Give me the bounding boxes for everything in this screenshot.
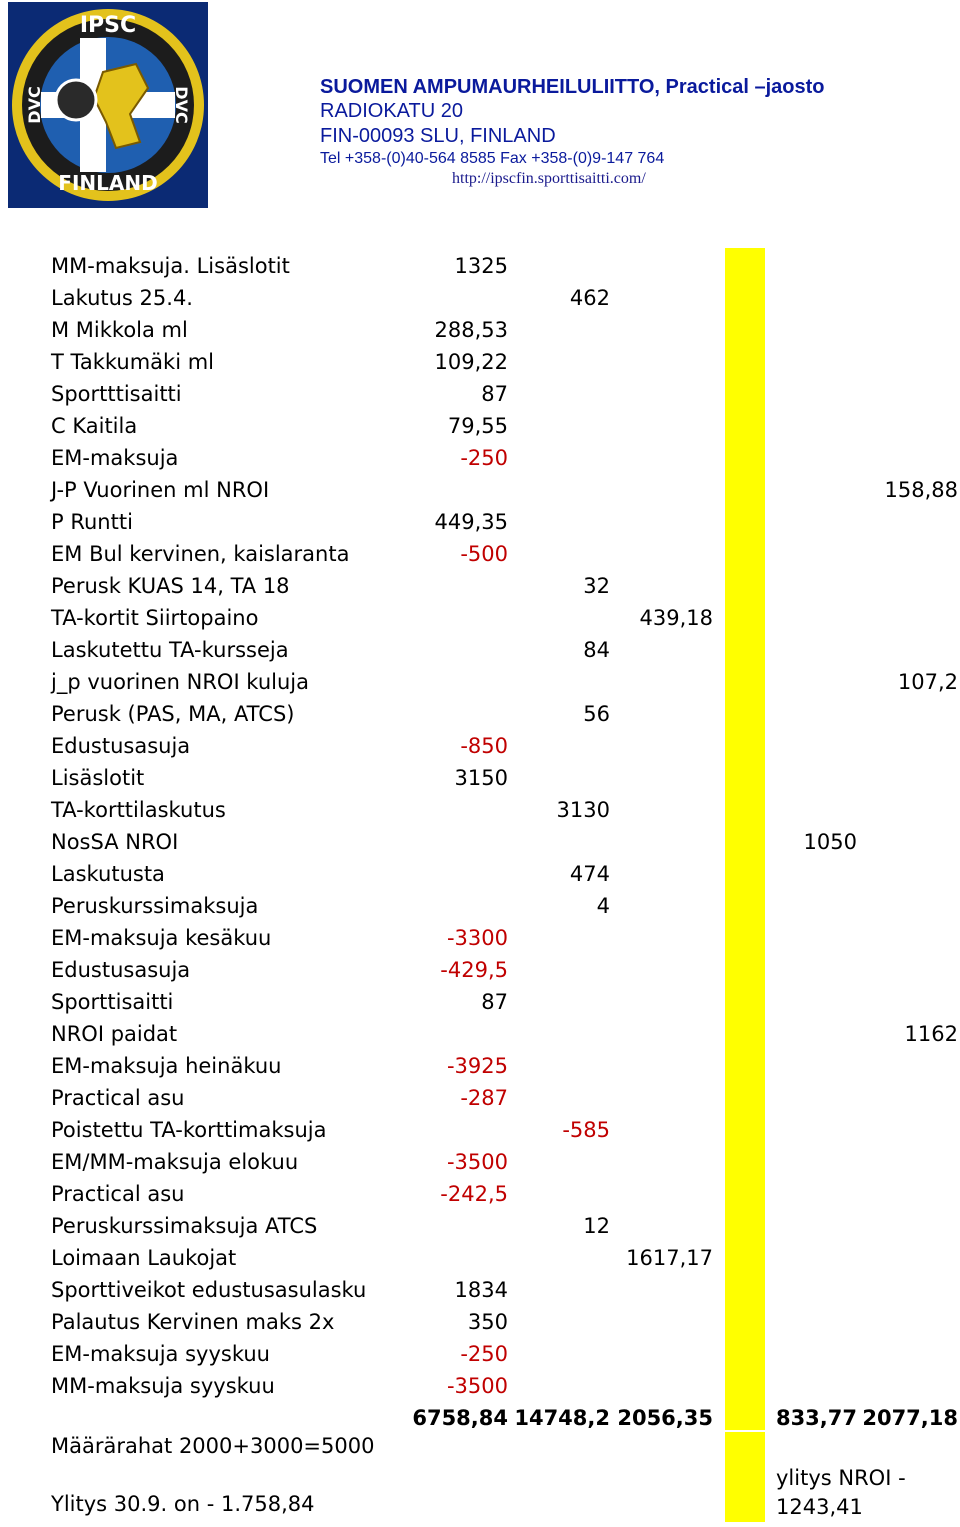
total-c5: 2077,18 bbox=[862, 1406, 958, 1430]
amount-c3: 439,18 bbox=[639, 606, 713, 630]
organization-name: SUOMEN AMPUMAURHEILULIITTO, Practical –jaosto bbox=[320, 76, 825, 98]
yellow-highlight-footer bbox=[725, 1432, 765, 1522]
amount-c5: 158,88 bbox=[884, 478, 958, 502]
table-row bbox=[0, 1178, 960, 1210]
row-label: Laskutusta bbox=[51, 862, 165, 886]
amount-c2: 462 bbox=[569, 286, 610, 310]
logo-ipsc-target-icon bbox=[56, 80, 96, 120]
table-row bbox=[0, 538, 960, 570]
amount-c1: -242,5 bbox=[440, 1182, 508, 1206]
amount-c4: 1050 bbox=[803, 830, 857, 854]
table-row bbox=[0, 346, 960, 378]
ledger-table bbox=[0, 250, 960, 1434]
row-label: EM-maksuja heinäkuu bbox=[51, 1054, 282, 1078]
table-row bbox=[0, 282, 960, 314]
table-row bbox=[0, 954, 960, 986]
total-c4: 833,77 bbox=[775, 1406, 857, 1430]
table-row bbox=[0, 858, 960, 890]
table-row bbox=[0, 826, 960, 858]
logo-text-right: DVC bbox=[172, 86, 191, 124]
row-label: EM-maksuja syyskuu bbox=[51, 1342, 270, 1366]
table-row bbox=[0, 602, 960, 634]
table-row bbox=[0, 1082, 960, 1114]
amount-c2: 84 bbox=[583, 638, 610, 662]
row-label: Practical asu bbox=[51, 1182, 185, 1206]
row-label: EM Bul kervinen, kaislaranta bbox=[51, 542, 350, 566]
row-label: Lisäslotit bbox=[51, 766, 145, 790]
nroi-overrun-note bbox=[776, 1464, 906, 1522]
total-c1: 6758,84 bbox=[412, 1406, 508, 1430]
row-label: Sportttisaitti bbox=[51, 382, 182, 406]
row-label: C Kaitila bbox=[51, 414, 138, 438]
amount-c1: -3500 bbox=[446, 1374, 508, 1398]
row-label: Edustusasuja bbox=[51, 734, 191, 758]
row-label: EM-maksuja kesäkuu bbox=[51, 926, 272, 950]
row-label: Edustusasuja bbox=[51, 958, 191, 982]
amount-c1: -250 bbox=[460, 446, 508, 470]
amount-c2: 32 bbox=[583, 574, 610, 598]
row-label: NosSA NROI bbox=[51, 830, 179, 854]
row-label: NROI paidat bbox=[51, 1022, 178, 1046]
amount-c5: 1162 bbox=[904, 1022, 958, 1046]
phone-fax: Tel +358-(0)40-564 8585 Fax +358-(0)9-147 764 bbox=[320, 150, 665, 167]
street-address: RADIOKATU 20 bbox=[320, 100, 463, 122]
amount-c1: 1834 bbox=[454, 1278, 508, 1302]
table-row bbox=[0, 1050, 960, 1082]
table-row bbox=[0, 698, 960, 730]
table-row bbox=[0, 1338, 960, 1370]
amount-c1: -500 bbox=[460, 542, 508, 566]
table-row bbox=[0, 1114, 960, 1146]
table-row bbox=[0, 1018, 960, 1050]
table-row bbox=[0, 1306, 960, 1338]
table-row bbox=[0, 410, 960, 442]
amount-c2: 474 bbox=[569, 862, 610, 886]
logo-text-bottom: FINLAND bbox=[58, 171, 158, 195]
table-row bbox=[0, 314, 960, 346]
row-label: MM-maksuja syyskuu bbox=[51, 1374, 275, 1398]
overrun-note: Ylitys 30.9. on - 1.758,84 bbox=[51, 1492, 315, 1516]
totals-row bbox=[0, 1402, 960, 1434]
amount-c1: 1325 bbox=[454, 254, 508, 278]
amount-c1: -250 bbox=[460, 1342, 508, 1366]
budget-note: Määrärahat 2000+3000=5000 bbox=[51, 1434, 375, 1458]
table-row bbox=[0, 570, 960, 602]
table-row bbox=[0, 890, 960, 922]
table-row bbox=[0, 378, 960, 410]
row-label: T Takkumäki ml bbox=[51, 350, 214, 374]
nroi-overrun-line1: ylitys NROI - bbox=[776, 1466, 906, 1490]
row-label: TA-kortit Siirtopaino bbox=[51, 606, 259, 630]
row-label: Peruskurssimaksuja ATCS bbox=[51, 1214, 318, 1238]
amount-c1: -3300 bbox=[446, 926, 508, 950]
row-label: j_p vuorinen NROI kuluja bbox=[51, 670, 309, 694]
row-label: M Mikkola ml bbox=[51, 318, 188, 342]
amount-c1: 109,22 bbox=[434, 350, 508, 374]
row-label: MM-maksuja. Lisäslotit bbox=[51, 254, 290, 278]
amount-c1: -3925 bbox=[446, 1054, 508, 1078]
row-label: Lakutus 25.4. bbox=[51, 286, 193, 310]
amount-c1: 449,35 bbox=[434, 510, 508, 534]
amount-c1: 3150 bbox=[454, 766, 508, 790]
table-row bbox=[0, 922, 960, 954]
table-row bbox=[0, 762, 960, 794]
row-label: Poistettu TA-korttimaksuja bbox=[51, 1118, 327, 1142]
table-row bbox=[0, 1146, 960, 1178]
table-row bbox=[0, 730, 960, 762]
amount-c1: -3500 bbox=[446, 1150, 508, 1174]
postal-address: FIN-00093 SLU, FINLAND bbox=[320, 125, 556, 147]
row-label: J-P Vuorinen ml NROI bbox=[51, 478, 270, 502]
row-label: P Runtti bbox=[51, 510, 133, 534]
amount-c1: -850 bbox=[460, 734, 508, 758]
total-c2: 14748,2 bbox=[514, 1406, 610, 1430]
row-label: TA-korttilaskutus bbox=[51, 798, 226, 822]
table-row bbox=[0, 794, 960, 826]
table-row bbox=[0, 442, 960, 474]
row-label: Practical asu bbox=[51, 1086, 185, 1110]
amount-c1: 87 bbox=[481, 382, 508, 406]
row-label: EM/MM-maksuja elokuu bbox=[51, 1150, 299, 1174]
table-row bbox=[0, 986, 960, 1018]
table-row bbox=[0, 1210, 960, 1242]
logo-emblem-icon bbox=[8, 2, 208, 208]
amount-c2: 12 bbox=[583, 1214, 610, 1238]
table-row bbox=[0, 634, 960, 666]
amount-c2: 3130 bbox=[556, 798, 610, 822]
website-link[interactable]: http://ipscfin.sporttisaitti.com/ bbox=[452, 170, 646, 187]
table-row bbox=[0, 474, 960, 506]
row-label: Peruskurssimaksuja bbox=[51, 894, 259, 918]
amount-c5: 107,2 bbox=[897, 670, 958, 694]
amount-c1: -287 bbox=[460, 1086, 508, 1110]
logo-text-top: IPSC bbox=[79, 13, 137, 38]
row-label: Sporttisaitti bbox=[51, 990, 174, 1014]
logo-text-left: DVC bbox=[25, 86, 44, 124]
table-row bbox=[0, 506, 960, 538]
ipsc-finland-logo bbox=[8, 2, 208, 208]
table-row bbox=[0, 666, 960, 698]
total-c3: 2056,35 bbox=[617, 1406, 713, 1430]
table-row bbox=[0, 1242, 960, 1274]
row-label: Palautus Kervinen maks 2x bbox=[51, 1310, 335, 1334]
row-label: Loimaan Laukojat bbox=[51, 1246, 237, 1270]
row-label: Perusk KUAS 14, TA 18 bbox=[51, 574, 290, 598]
row-label: Laskutettu TA-kursseja bbox=[51, 638, 289, 662]
nroi-overrun-value: 1243,41 bbox=[776, 1495, 863, 1519]
table-row bbox=[0, 250, 960, 282]
amount-c1: -429,5 bbox=[440, 958, 508, 982]
amount-c1: 87 bbox=[481, 990, 508, 1014]
row-label: Sporttiveikot edustusasulasku bbox=[51, 1278, 367, 1302]
table-row bbox=[0, 1274, 960, 1306]
amount-c2: 56 bbox=[583, 702, 610, 726]
amount-c1: 350 bbox=[467, 1310, 508, 1334]
amount-c2: -585 bbox=[562, 1118, 610, 1142]
table-row bbox=[0, 1370, 960, 1402]
amount-c3: 1617,17 bbox=[626, 1246, 713, 1270]
amount-c1: 288,53 bbox=[434, 318, 508, 342]
amount-c1: 79,55 bbox=[447, 414, 508, 438]
amount-c2: 4 bbox=[596, 894, 610, 918]
row-label: Perusk (PAS, MA, ATCS) bbox=[51, 702, 295, 726]
row-label: EM-maksuja bbox=[51, 446, 179, 470]
